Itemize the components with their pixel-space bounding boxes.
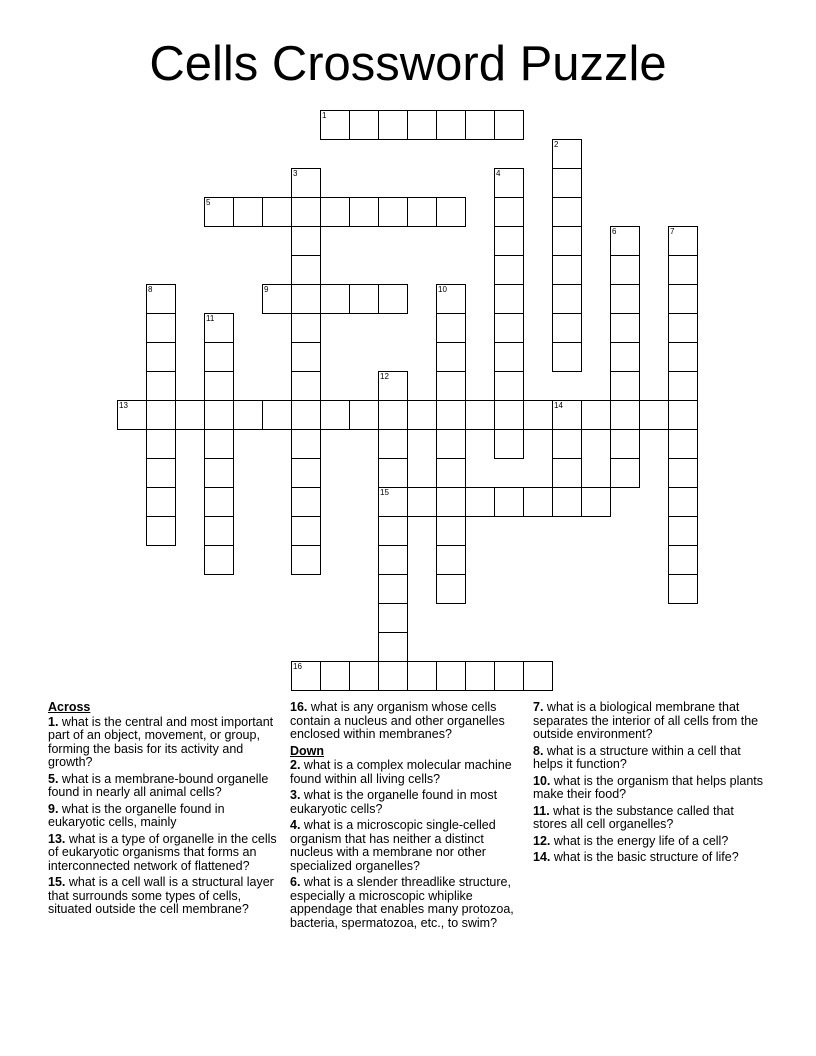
- clue-number: 11.: [533, 803, 550, 818]
- grid-cell[interactable]: [320, 197, 350, 227]
- clue-number-label: 13: [119, 401, 128, 410]
- grid-cell[interactable]: [610, 371, 640, 401]
- down-heading: Down: [290, 743, 325, 758]
- grid-cell[interactable]: [291, 313, 321, 343]
- grid-cell[interactable]: [610, 226, 640, 256]
- clue-number-label: 5: [206, 198, 211, 207]
- clue-text: what is the central and most important part of an object, movement, or group, forming the basis for its activity and growth?: [48, 714, 274, 769]
- grid-cell[interactable]: [436, 371, 466, 401]
- clue-number: 6.: [290, 875, 301, 889]
- grid-cell[interactable]: [407, 487, 437, 517]
- clue-text: what is the energy life of a cell?: [553, 833, 729, 848]
- clue-down-4: [290, 819, 526, 873]
- grid-cell[interactable]: [436, 110, 466, 140]
- grid-cell[interactable]: [291, 197, 321, 227]
- grid-cell[interactable]: [349, 197, 379, 227]
- clue-number: 15.: [48, 875, 66, 889]
- grid-cell[interactable]: [146, 487, 176, 517]
- clue-number-label: 6: [612, 227, 617, 236]
- grid-cell[interactable]: [291, 429, 321, 459]
- grid-cell[interactable]: [291, 545, 321, 575]
- grid-cell[interactable]: [291, 487, 321, 517]
- grid-cell[interactable]: [668, 255, 698, 285]
- grid-cell[interactable]: [552, 197, 582, 227]
- grid-cell[interactable]: [146, 516, 176, 546]
- grid-cell[interactable]: [523, 661, 553, 691]
- grid-cell[interactable]: [146, 458, 176, 488]
- grid-cell[interactable]: [291, 458, 321, 488]
- grid-cell[interactable]: [436, 284, 466, 314]
- grid-cell[interactable]: [204, 429, 234, 459]
- grid-cell[interactable]: [552, 458, 582, 488]
- grid-cell[interactable]: [552, 487, 582, 517]
- grid-cell[interactable]: [407, 110, 437, 140]
- grid-cell[interactable]: [436, 574, 466, 604]
- clue-text: what is a microscopic single-celled organism that has neither a distinct nucleus with a membrane nor other specialized organelles?: [290, 818, 496, 873]
- grid-cell[interactable]: [117, 400, 147, 430]
- grid-cell[interactable]: [407, 400, 437, 430]
- grid-cell[interactable]: [291, 168, 321, 198]
- clue-column-2: [290, 701, 526, 933]
- clue-number-label: 3: [293, 169, 298, 178]
- grid-cell[interactable]: [610, 284, 640, 314]
- grid-cell[interactable]: [494, 661, 524, 691]
- clue-down-8: [533, 745, 765, 772]
- grid-cell[interactable]: [291, 255, 321, 285]
- grid-cell[interactable]: [146, 313, 176, 343]
- grid-cell[interactable]: [378, 371, 408, 401]
- grid-cell[interactable]: [262, 284, 292, 314]
- clue-across-5: [48, 773, 284, 800]
- grid-cell[interactable]: [407, 197, 437, 227]
- grid-cell[interactable]: [552, 284, 582, 314]
- grid-cell[interactable]: [291, 661, 321, 691]
- clue-down-2: [290, 759, 526, 786]
- grid-cell[interactable]: [291, 371, 321, 401]
- grid-cell[interactable]: [320, 110, 350, 140]
- grid-cell[interactable]: [204, 400, 234, 430]
- grid-cell[interactable]: [552, 429, 582, 459]
- grid-cell[interactable]: [291, 516, 321, 546]
- clue-number: 13.: [48, 831, 66, 846]
- clue-down-11: [533, 805, 765, 832]
- grid-cell[interactable]: [552, 255, 582, 285]
- grid-cell[interactable]: [465, 661, 495, 691]
- grid-cell[interactable]: [494, 313, 524, 343]
- grid-cell[interactable]: [494, 197, 524, 227]
- clue-across-16: [290, 701, 526, 742]
- grid-cell[interactable]: [436, 429, 466, 459]
- clue-down-6: [290, 876, 526, 930]
- clue-number: 7.: [533, 700, 544, 714]
- grid-cell[interactable]: [378, 110, 408, 140]
- grid-cell[interactable]: [436, 661, 466, 691]
- grid-cell[interactable]: [552, 168, 582, 198]
- grid-cell[interactable]: [320, 661, 350, 691]
- grid-cell[interactable]: [552, 400, 582, 430]
- clue-text: what is any organism whose cells contain a nucleus and other organelles enclosed within membranes?: [290, 700, 505, 741]
- grid-cell[interactable]: [668, 458, 698, 488]
- page-title: Cells Crossword Puzzle: [149, 37, 667, 91]
- clue-across-13: [48, 833, 284, 874]
- clue-text: what is a complex molecular machine found within all living cells?: [290, 758, 512, 786]
- grid-cell[interactable]: [668, 574, 698, 604]
- clue-number: 8.: [533, 743, 544, 758]
- grid-cell[interactable]: [233, 197, 263, 227]
- grid-cell[interactable]: [552, 313, 582, 343]
- clue-number-label: 12: [380, 372, 389, 381]
- clue-text: what is the basic structure of life?: [553, 850, 739, 864]
- grid-cell[interactable]: [378, 458, 408, 488]
- clue-number: 3.: [290, 788, 301, 802]
- grid-cell[interactable]: [552, 139, 582, 169]
- grid-cell[interactable]: [610, 458, 640, 488]
- grid-cell[interactable]: [610, 429, 640, 459]
- grid-cell[interactable]: [552, 226, 582, 256]
- grid-cell[interactable]: [436, 197, 466, 227]
- grid-cell[interactable]: [146, 429, 176, 459]
- clue-across-9: [48, 803, 284, 830]
- grid-cell[interactable]: [204, 371, 234, 401]
- clue-number-label: 1: [322, 111, 327, 120]
- grid-cell[interactable]: [552, 342, 582, 372]
- grid-cell[interactable]: [494, 371, 524, 401]
- grid-cell[interactable]: [494, 284, 524, 314]
- grid-cell[interactable]: [378, 400, 408, 430]
- clue-text: what is a membrane-bound organelle found in nearly all animal cells?: [48, 771, 269, 799]
- grid-cell[interactable]: [291, 400, 321, 430]
- clue-number: 12.: [533, 833, 551, 848]
- grid-cell[interactable]: [581, 400, 611, 430]
- clue-down-3: [290, 789, 526, 816]
- grid-cell[interactable]: [291, 226, 321, 256]
- grid-cell[interactable]: [494, 255, 524, 285]
- clue-number-label: 7: [670, 227, 675, 236]
- clue-number-label: 8: [148, 285, 153, 294]
- grid-cell[interactable]: [668, 342, 698, 372]
- clue-text: what is a biological membrane that separates the interior of all cells from the outside environment?: [533, 700, 759, 741]
- clue-number: 9.: [48, 801, 59, 816]
- across-heading: Across: [48, 700, 91, 714]
- grid-cell[interactable]: [204, 487, 234, 517]
- grid-cell[interactable]: [233, 400, 263, 430]
- grid-cell[interactable]: [291, 342, 321, 372]
- grid-cell[interactable]: [523, 487, 553, 517]
- clue-text: what is the organelle found in eukaryotic cells, mainly: [48, 801, 225, 829]
- grid-cell[interactable]: [320, 284, 350, 314]
- grid-cell[interactable]: [378, 632, 408, 662]
- clue-across-15: [48, 876, 284, 917]
- grid-cell[interactable]: [465, 110, 495, 140]
- clue-number: 5.: [48, 771, 59, 786]
- clue-number-label: 2: [554, 140, 559, 149]
- grid-cell[interactable]: [668, 487, 698, 517]
- clue-number-label: 16: [293, 662, 302, 671]
- grid-cell[interactable]: [436, 313, 466, 343]
- clue-text: what is a type of organelle in the cells of eukaryotic organisms that forms an interconnected network of flattened?: [48, 831, 277, 873]
- grid-cell[interactable]: [494, 168, 524, 198]
- grid-cell[interactable]: [610, 313, 640, 343]
- grid-cell[interactable]: [146, 342, 176, 372]
- grid-cell[interactable]: [494, 110, 524, 140]
- grid-cell[interactable]: [204, 313, 234, 343]
- clue-across-1: [48, 716, 284, 770]
- grid-cell[interactable]: [436, 516, 466, 546]
- grid-cell[interactable]: [668, 313, 698, 343]
- clue-text: what is a slender threadlike structure, especially a microscopic whiplike appendage that enables many protozoa, bacteria, spermatozoa, etc., to swim?: [290, 875, 514, 930]
- grid-cell[interactable]: [204, 342, 234, 372]
- grid-cell[interactable]: [349, 661, 379, 691]
- grid-cell[interactable]: [378, 284, 408, 314]
- grid-cell[interactable]: [610, 342, 640, 372]
- grid-cell[interactable]: [349, 400, 379, 430]
- clue-text: what is a structure within a cell that helps it function?: [533, 743, 741, 771]
- grid-cell[interactable]: [378, 429, 408, 459]
- grid-cell[interactable]: [378, 487, 408, 517]
- clue-number-label: 14: [554, 401, 563, 410]
- clue-text: what is the organelle found in most eukaryotic cells?: [290, 788, 498, 816]
- clue-text: what is the substance called that stores all cell organelles?: [533, 803, 734, 831]
- grid-cell[interactable]: [378, 516, 408, 546]
- clue-number-label: 15: [380, 488, 389, 497]
- grid-cell[interactable]: [204, 458, 234, 488]
- clue-number-label: 9: [264, 285, 269, 294]
- grid-cell[interactable]: [494, 429, 524, 459]
- grid-cell[interactable]: [407, 661, 437, 691]
- grid-cell[interactable]: [204, 545, 234, 575]
- clue-down-14: [533, 851, 765, 865]
- grid-cell[interactable]: [436, 400, 466, 430]
- grid-cell[interactable]: [204, 516, 234, 546]
- grid-cell[interactable]: [494, 400, 524, 430]
- grid-cell[interactable]: [436, 458, 466, 488]
- clue-number: 2.: [290, 758, 301, 772]
- grid-cell[interactable]: [262, 197, 292, 227]
- grid-cell[interactable]: [378, 603, 408, 633]
- grid-cell[interactable]: [349, 110, 379, 140]
- grid-cell[interactable]: [204, 197, 234, 227]
- grid-cell[interactable]: [610, 255, 640, 285]
- grid-cell[interactable]: [262, 400, 292, 430]
- clue-number: 1.: [48, 714, 59, 729]
- grid-cell[interactable]: [581, 487, 611, 517]
- clue-number: 10.: [533, 773, 551, 788]
- clue-down-12: [533, 835, 765, 849]
- grid-cell[interactable]: [465, 400, 495, 430]
- grid-cell[interactable]: [349, 284, 379, 314]
- clue-number-label: 11: [206, 314, 215, 323]
- grid-cell[interactable]: [668, 516, 698, 546]
- grid-cell[interactable]: [175, 400, 205, 430]
- grid-cell[interactable]: [146, 284, 176, 314]
- clue-number: 4.: [290, 818, 301, 832]
- grid-cell[interactable]: [378, 545, 408, 575]
- grid-cell[interactable]: [378, 661, 408, 691]
- grid-cell[interactable]: [378, 574, 408, 604]
- grid-cell[interactable]: [146, 400, 176, 430]
- grid-cell[interactable]: [668, 545, 698, 575]
- grid-cell[interactable]: [494, 487, 524, 517]
- grid-cell[interactable]: [465, 487, 495, 517]
- grid-cell[interactable]: [668, 226, 698, 256]
- clue-down-7: [533, 701, 765, 742]
- grid-cell[interactable]: [436, 342, 466, 372]
- grid-cell[interactable]: [610, 400, 640, 430]
- grid-cell[interactable]: [291, 284, 321, 314]
- grid-cell[interactable]: [436, 545, 466, 575]
- clue-number: 16.: [290, 700, 308, 714]
- grid-cell[interactable]: [668, 371, 698, 401]
- grid-cell[interactable]: [668, 284, 698, 314]
- grid-cell[interactable]: [436, 487, 466, 517]
- clue-number-label: 4: [496, 169, 501, 178]
- clue-number-label: 10: [438, 285, 447, 294]
- clue-number: 14.: [533, 850, 551, 864]
- clue-text: what is the organism that helps plants make their food?: [533, 773, 764, 801]
- grid-cell[interactable]: [494, 342, 524, 372]
- clue-column-3: [533, 701, 765, 868]
- grid-cell[interactable]: [378, 197, 408, 227]
- grid-cell[interactable]: [668, 429, 698, 459]
- grid-cell[interactable]: [146, 371, 176, 401]
- grid-cell[interactable]: [639, 400, 669, 430]
- clue-text: what is a cell wall is a structural layer that surrounds some types of cells, situated outside the cell membrane?: [48, 875, 274, 916]
- clue-column-1: [48, 701, 284, 920]
- grid-cell[interactable]: [523, 400, 553, 430]
- grid-cell[interactable]: [320, 400, 350, 430]
- grid-cell[interactable]: [494, 226, 524, 256]
- grid-cell[interactable]: [668, 400, 698, 430]
- clue-down-10: [533, 775, 765, 802]
